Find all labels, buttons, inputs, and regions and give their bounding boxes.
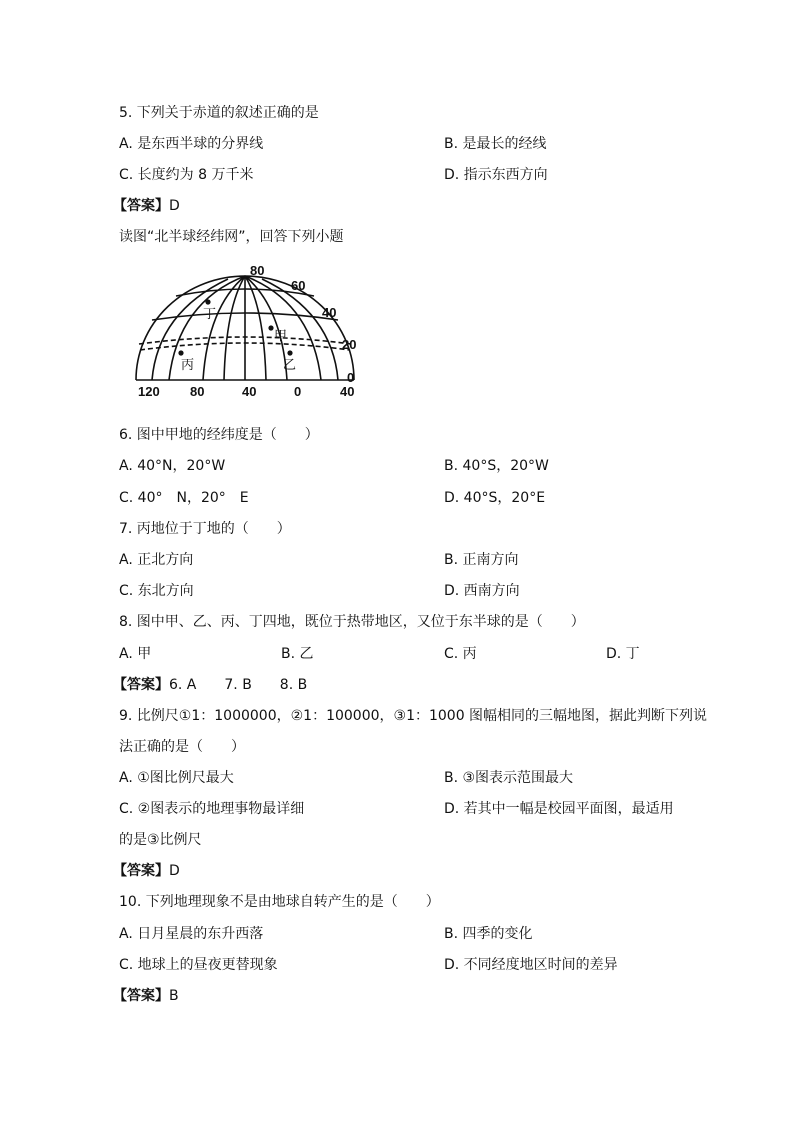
q7-stem: 7. 丙地位于丁地的（ ） [119,521,291,537]
answer-tag: 【答案】 [113,863,169,879]
q5-option-a: A. 是东西半球的分界线 [119,136,264,152]
answer-value: D [169,198,180,214]
answer-10 [113,987,179,1005]
q5-stem: 5. 下列关于赤道的叙述正确的是 [119,105,319,121]
q8-option-b: B. 乙 [281,646,314,662]
q10-stem: 10. 下列地理现象不是由地球自转产生的是（ ） [119,894,440,910]
answer-6-7-8 [113,676,307,694]
q6-option-b: B. 40°S，20°W [444,458,549,474]
q8-stem: 8. 图中甲、乙、丙、丁四地，既位于热带地区，又位于东半球的是（ ） [119,614,585,630]
lon-label-0: 0 [294,384,302,399]
lon-label-40e: 40 [340,384,355,399]
answer-tag: 【答案】 [113,988,169,1004]
q9-option-d-line2: 的是③比例尺 [119,832,202,848]
read-prompt: 读图“北半球经纬网”，回答下列小题 [119,229,344,245]
q8-option-a: A. 甲 [119,646,152,662]
q10-option-a: A. 日月星晨的东升西落 [119,926,264,942]
lat-label-60: 60 [291,278,306,293]
q10-option-c: C. 地球上的昼夜更替现象 [119,957,278,973]
answer-5 [113,197,180,215]
q7-option-a: A. 正北方向 [119,552,194,568]
place-label-jia: 甲 [274,328,288,343]
meridian-7 [245,276,266,380]
q7-option-b: B. 正南方向 [444,552,519,568]
lat-label-0: 0 [347,370,355,385]
q10-option-d: D. 不同经度地区时间的差异 [444,957,618,973]
lon-label-40w: 40 [242,384,257,399]
q9-stem-line1: 9. 比例尺①1：1000000，②1：100000，③1：1000 图幅相同的三幅地图，据此判断下列说 [119,708,708,724]
place-label-bing: 丙 [181,357,195,372]
q9-option-d-line1: D. 若其中一幅是校园平面图，最适用 [444,801,674,817]
q5-option-d: D. 指示东西方向 [444,167,548,183]
q9-option-a: A. ①图比例尺最大 [119,770,234,786]
northern-hemisphere-graticule-map [128,262,364,402]
lon-label-120: 120 [138,384,160,399]
q6-option-c: C. 40° N，20° E [119,490,249,506]
answer-value: B [169,988,179,1004]
answer-tag: 【答案】 [113,198,169,214]
q9-option-b: B. ③图表示范围最大 [444,770,574,786]
meridian-6 [224,276,245,380]
q8-option-c: C. 丙 [444,646,477,662]
point-ding [205,299,210,304]
q5-option-c: C. 长度约为 8 万千米 [119,167,254,183]
q6-option-d: D. 40°S，20°E [444,490,546,506]
point-yi [287,350,292,355]
q6-option-a: A. 40°N，20°W [119,458,226,474]
place-label-yi: 乙 [283,357,297,372]
q6-stem: 6. 图中甲地的经纬度是（ ） [119,427,319,443]
lon-label-80: 80 [190,384,205,399]
q9-option-c: C. ②图表示的地理事物最详细 [119,801,305,817]
point-bing [178,350,183,355]
lat-label-20: 20 [342,337,357,352]
lat-label-80: 80 [250,263,265,278]
q7-option-c: C. 东北方向 [119,583,194,599]
answer-tag: 【答案】 [113,677,169,693]
q8-option-d: D. 丁 [606,646,640,662]
answer-value: D [169,863,180,879]
q5-option-b: B. 是最长的经线 [444,136,547,152]
q9-stem-line2: 法正确的是（ ） [119,739,245,755]
q10-option-b: B. 四季的变化 [444,926,533,942]
lat-label-40: 40 [322,305,337,320]
place-label-ding: 丁 [203,306,217,321]
answer-9 [113,862,180,880]
q7-option-d: D. 西南方向 [444,583,520,599]
point-jia [268,325,273,330]
answer-value: 6. A 7. B 8. B [169,677,308,693]
